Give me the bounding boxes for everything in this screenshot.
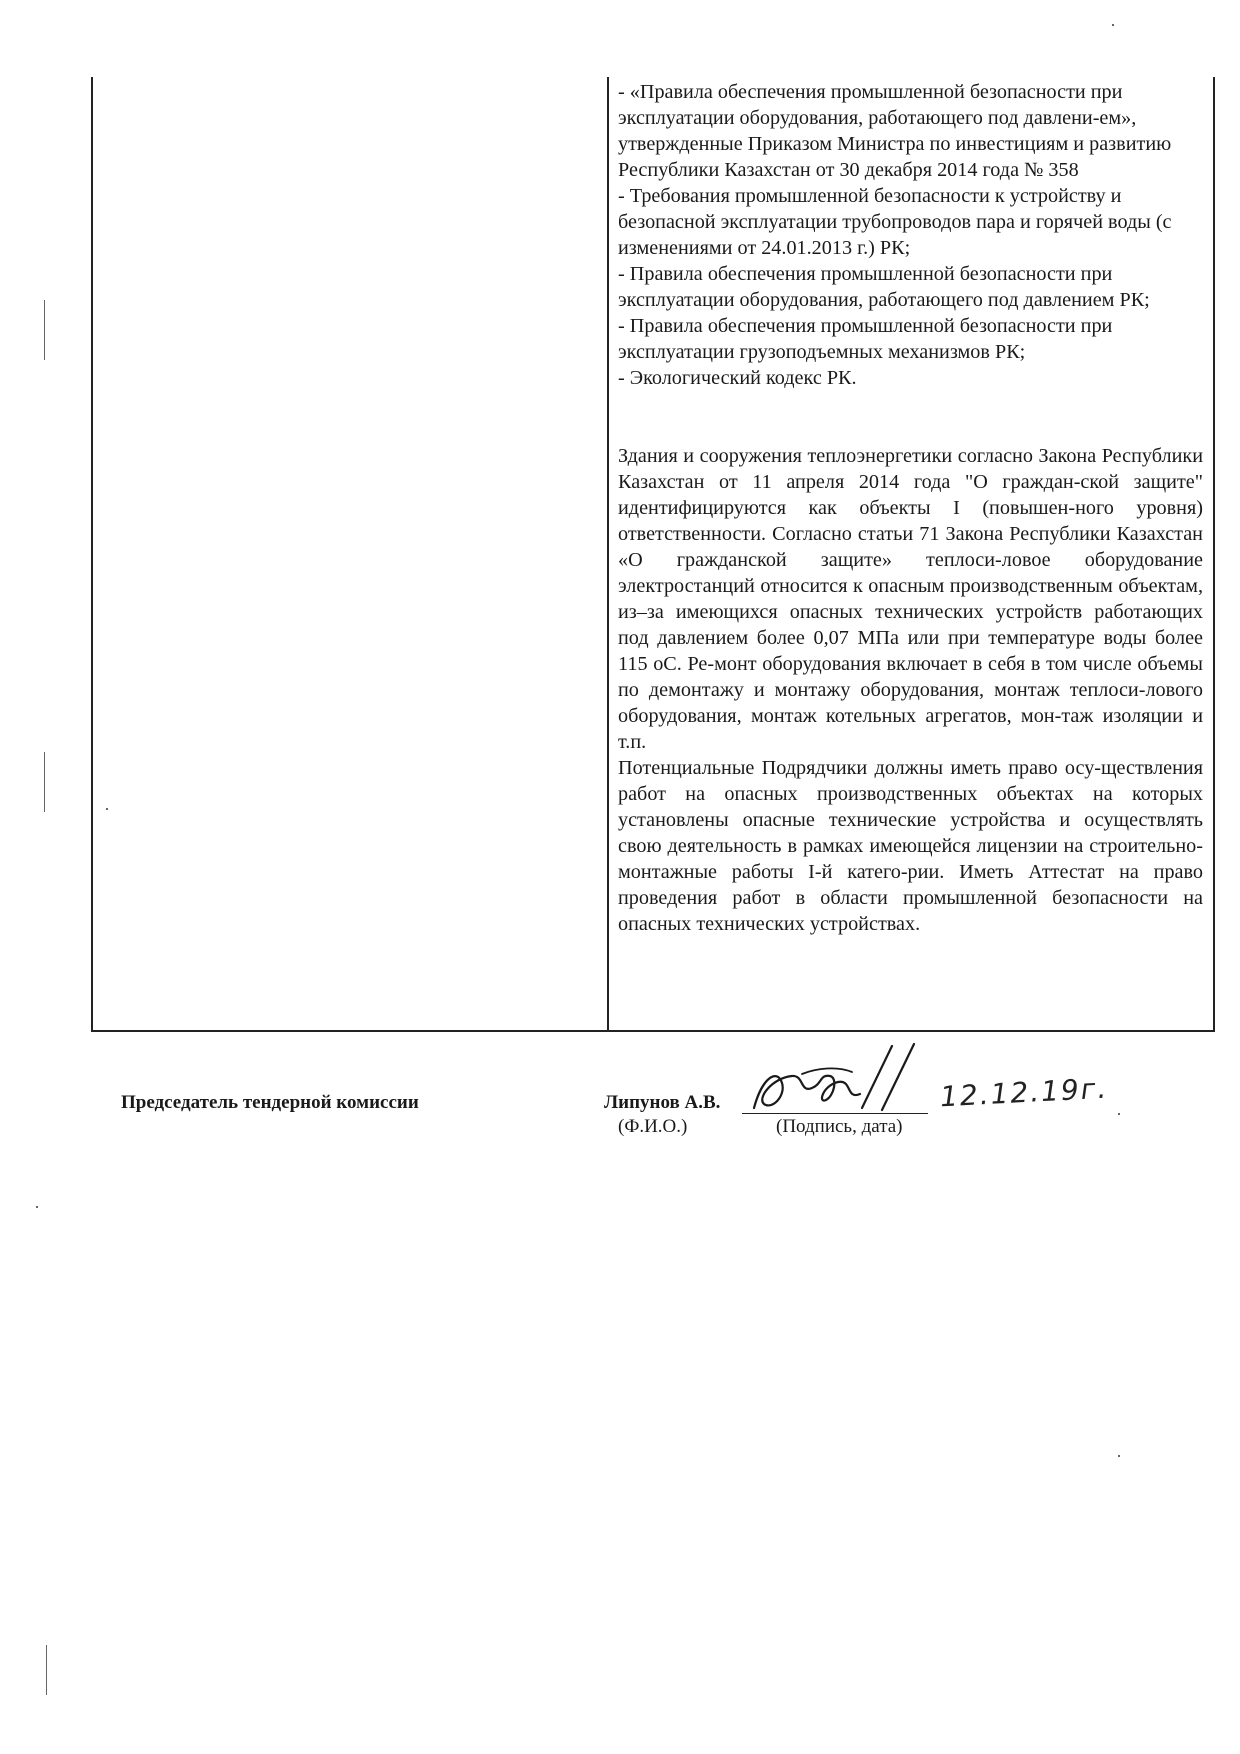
scan-speck — [44, 752, 45, 812]
regulation-item: - «Правила обеспечения промышленной безопасности при эксплуатации оборудования, работающего под давлени-ем», утвержденные Приказом Министра по инвестициям и развитию Республики Казахстан от 30 декабря 2014 года № 358 — [618, 81, 1172, 181]
scan-speck — [1112, 24, 1114, 26]
signature-caption: (Подпись, дата) — [776, 1116, 903, 1137]
scan-speck — [106, 808, 108, 810]
handwritten-signature — [742, 1038, 932, 1128]
signatory-name: Липунов А.В. — [604, 1092, 721, 1113]
table-left-cell — [93, 77, 607, 1030]
regulation-item: - Правила обеспечения промышленной безопасности при эксплуатации грузоподъемных механизмов РК; — [618, 315, 1113, 363]
signatory-role: Председатель тендерной комиссии — [121, 1092, 419, 1113]
regulation-item: - Правила обеспечения промышленной безопасности при эксплуатации оборудования, работающего под давлением РК; — [618, 263, 1150, 311]
scan-speck — [44, 300, 45, 360]
safety-classification-paragraph: Здания и сооружения теплоэнергетики согласно Закона Республики Казахстан от 11 апреля 2014 года "О граждан-ской защите" идентифицируются как объекты I (повышен-ного уровня) ответственности. Согласно статьи 71 Закона Республики Казахстан «О гражданской защите» теплоси-ловое оборудование электростанций относится к опасным производственным объектам, из–за имеющихся опасных технических устройств работающих под давлением более 0,07 МПа или при температуре воды более 115 оС. Ре-монт оборудования включает в себя в том числе объемы по демонтажу и монтажу оборудования, монтаж теплоси-лового оборудования, монтаж котельных агрегатов, мон-таж изоляции и т.п. — [618, 445, 1203, 753]
blank-line — [618, 391, 1203, 417]
regulation-item: - Экологический кодекс РК. — [618, 367, 857, 389]
contractor-requirements-paragraph: Потенциальные Подрядчики должны иметь право осу-ществления работ на опасных производственных объектах на которых установлены опасные технические устройства и осуществлять свою деятельность в рамках имеющейся лицензии на строительно-монтажные работы I-й катего-рии. Иметь Аттестат на право проведения работ в области промышленной безопасности на опасных технических устройствах. — [618, 757, 1203, 935]
requirements-table — [91, 77, 1215, 1032]
fio-caption: (Ф.И.О.) — [618, 1116, 688, 1137]
table-column-divider — [607, 77, 609, 1030]
handwritten-date: 12.12.19г. — [939, 1071, 1110, 1114]
scan-speck — [1118, 1455, 1120, 1457]
scan-speck — [46, 1645, 47, 1695]
scan-speck — [36, 1206, 38, 1208]
regulation-item: - Требования промышленной безопасности к устройству и безопасной эксплуатации трубопроводов пара и горячей воды (с изменениями от 24.01.2013 г.) РК; — [618, 185, 1172, 259]
table-right-cell — [618, 79, 1203, 937]
scan-speck — [1118, 1113, 1120, 1115]
blank-line — [618, 417, 1203, 443]
